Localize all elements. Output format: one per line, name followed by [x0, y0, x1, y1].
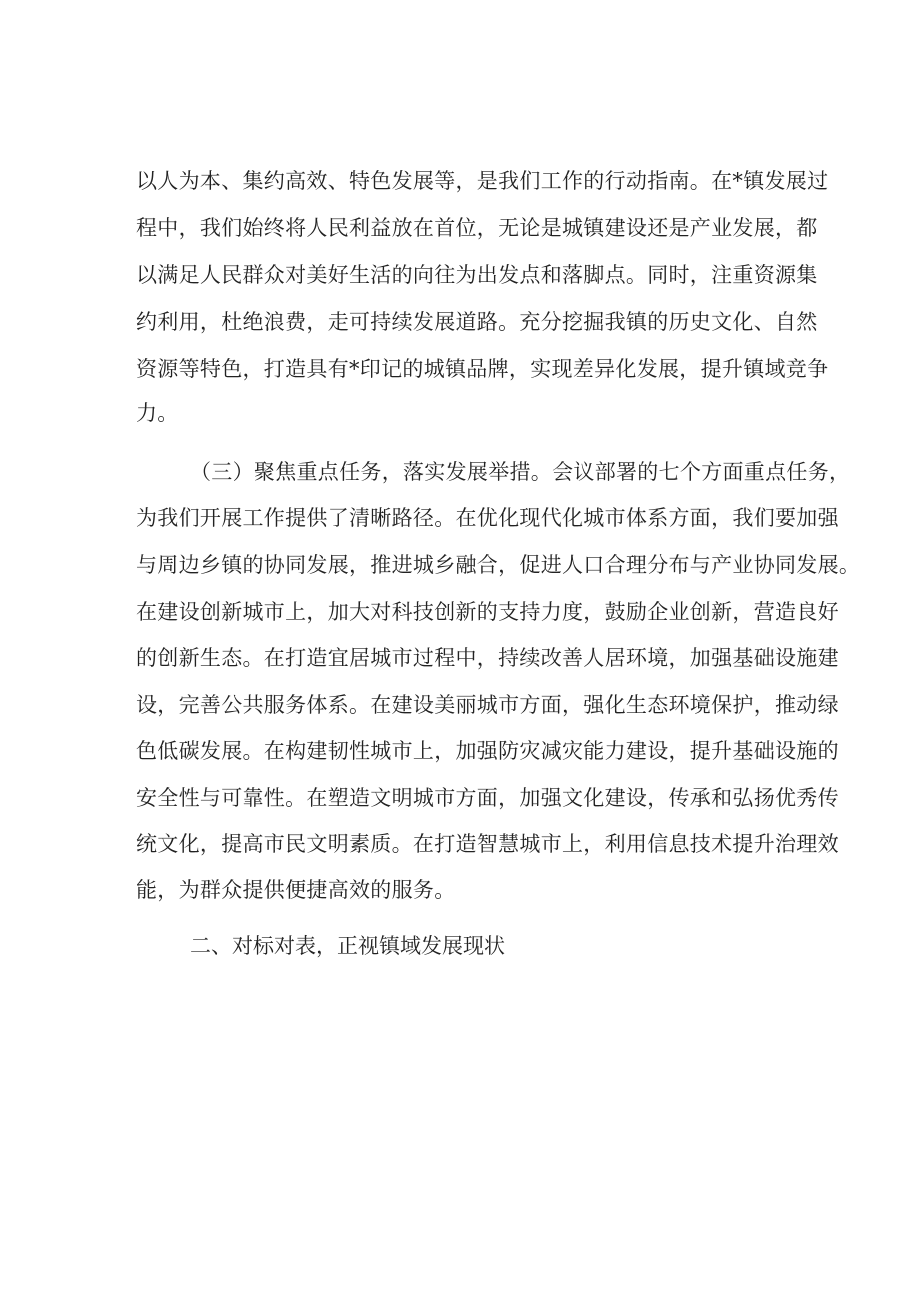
paragraph2-line-1: （三）聚焦重点任务，落实发展举措。会议部署的七个方面重点任务，: [190, 460, 851, 484]
paragraph1-line-4: 约利用，杜绝浪费，走可持续发展道路。充分挖掘我镇的历史文化、自然: [136, 310, 818, 334]
paragraph2-line-8: 安全性与可靠性。在塑造文明城市方面，加强文化建设，传承和弘扬优秀传: [136, 786, 839, 810]
paragraph2-line-3: 与周边乡镇的协同发展，推进城乡融合，促进人口合理分布与产业协同发展。: [136, 553, 861, 577]
paragraph1-line-2: 程中，我们始终将人民利益放在首位，无论是城镇建设还是产业发展，都: [136, 216, 818, 240]
paragraph2-line-6: 设，完善公共服务体系。在建设美丽城市方面，强化生态环境保护，推动绿: [136, 693, 839, 717]
section-heading: 二、对标对表，正视镇域发展现状: [190, 934, 505, 958]
paragraph2-line-7: 色低碳发展。在构建韧性城市上，加强防灾减灾能力建设，提升基础设施的: [136, 739, 839, 763]
paragraph1-line-3: 以满足人民群众对美好生活的向往为出发点和落脚点。同时，注重资源集: [136, 263, 818, 287]
paragraph2-line-2: 为我们开展工作提供了清晰路径。在优化现代化城市体系方面，我们要加强: [136, 506, 839, 530]
paragraph2-line-10: 能，为群众提供便捷高效的服务。: [136, 878, 456, 902]
paragraph2-line-4: 在建设创新城市上，加大对科技创新的支持力度，鼓励企业创新，营造良好: [136, 600, 839, 624]
paragraph1-line-5: 资源等特色，打造具有*印记的城镇品牌，实现差异化发展，提升镇域竞争: [136, 357, 829, 381]
paragraph2-line-5: 的创新生态。在打造宜居城市过程中，持续改善人居环境，加强基础设施建: [136, 646, 839, 670]
paragraph2-line-9: 统文化，提高市民文明素质。在打造智慧城市上，利用信息技术提升治理效: [136, 832, 839, 856]
paragraph1-line-1: 以人为本、集约高效、特色发展等，是我们工作的行动指南。在*镇发展过: [136, 169, 829, 193]
paragraph1-line-6: 力。: [136, 401, 179, 425]
